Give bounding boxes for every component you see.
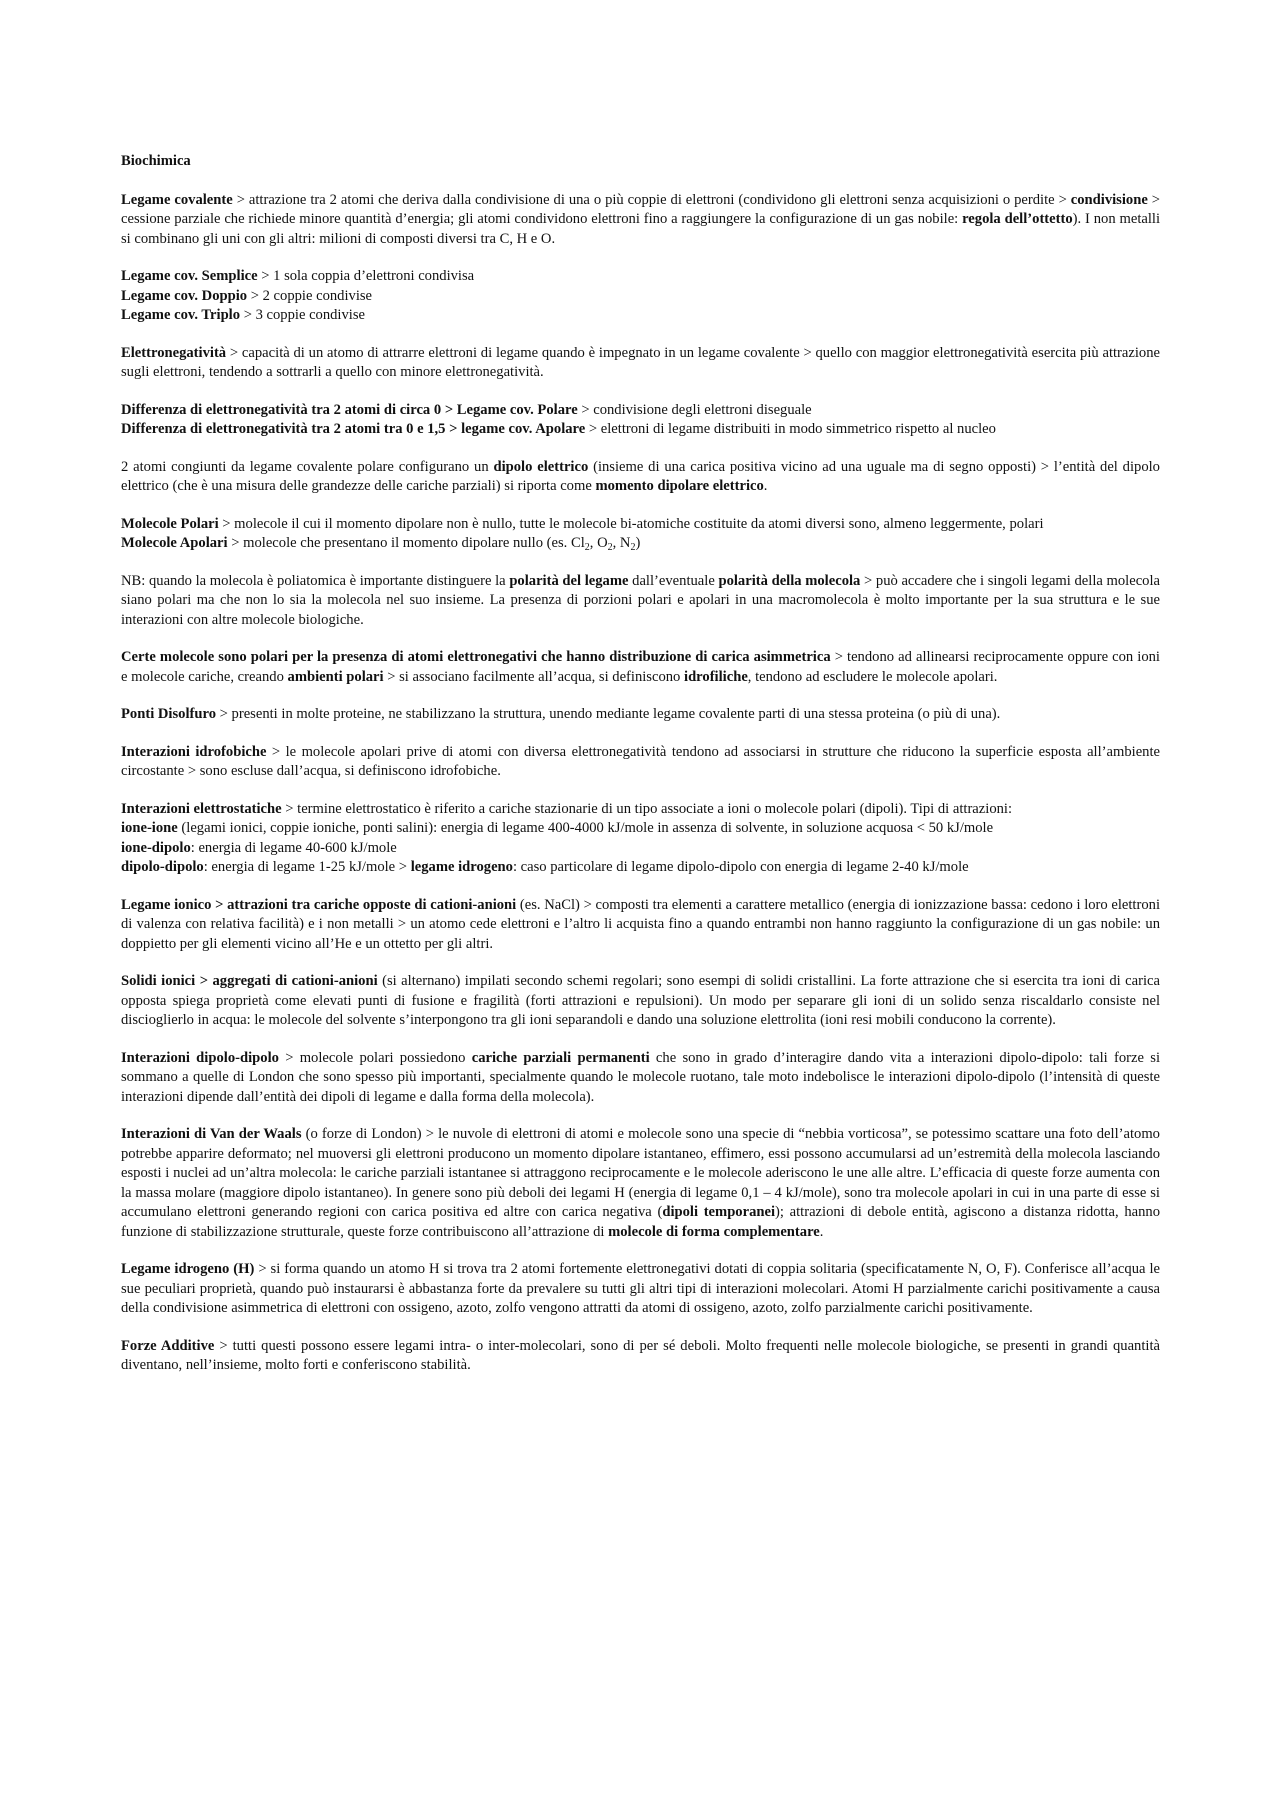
paragraph-interazioni-dipolo-dipolo: Interazioni dipolo-dipolo > molecole polari possiedono cariche parziali permanenti che sono in grado d’interagire dando vita a interazioni dipolo-dipolo: tali forze si sommano a quelle di London che sono spesso più importanti, specialmente quando le molecole ruotano, tale moto indebolisce le interazioni dipolo-dipolo (l’intensità di queste interazioni dipende dall’entità dei dipoli di legame e dalla forma della molecola). — [121, 1049, 1160, 1105]
bond-type-line: Legame cov. Doppio > 2 coppie condivise — [121, 287, 373, 304]
paragraph-legame-covalente: Legame covalente > attrazione tra 2 atomi che deriva dalla condivisione di una o più coppie di elettroni (condividono gli elettroni senza acquisizioni o perdite > condivisione > cessione parziale che richiede minore quantità d’energia; gli atomi condividono elettroni fino a raggiungere la configurazione di un gas nobile: regola dell’ottetto). I non metalli si combinano gli uni con gli altri: milioni di composti diversi tra C, H e O. — [121, 191, 1161, 247]
paragraph-forze-additive: Forze Additive > tutti questi possono essere legami intra- o inter-molecolari, sono di per sé deboli. Molto frequenti nelle molecole biologiche, se presenti in grandi quantità diventano, nell’insieme, molto forti e conferiscono stabilità. — [121, 1337, 1160, 1373]
paragraph-bond-types — [121, 267, 1160, 326]
paragraph-interazioni-elettrostatiche: Interazioni elettrostatiche > termine elettrostatico è riferito a cariche stazionarie di un tipo associate a ioni o molecole polari (dipoli). Tipi di attrazioni: ione-ione (legami ionici, coppie ioniche, ponti salini): energia di legame 400-4000 kJ/mole in assenza di solvente, in soluzione acquosa < 50 kJ/mole ione-dipolo: energia di legame 40-600 kJ/mole dipolo-dipolo: energia di legame 1-25 kJ/mole > legame idrogeno: caso particolare di legame dipolo-dipolo con energia di legame 2-40 kJ/mole — [121, 800, 1013, 875]
paragraph-nb-polarita: NB: quando la molecola è poliatomica è importante distinguere la polarità del legame dall’eventuale polarità della molecola > può accadere che i singoli legami della molecola siano polari ma che non lo sia la molecola nel suo insieme. La presenza di porzioni polari e apolari in una macromolecola è molto importante per la sua struttura e le sue interazioni con altre molecole biologiche. — [121, 572, 1160, 628]
paragraph-ponti-disolfuro: Ponti Disolfuro > presenti in molte proteine, ne stabilizzano la struttura, unendo mediante legame covalente parti di una stessa proteina (o più di una). — [121, 706, 1001, 722]
bond-type-line: Legame cov. Triplo > 3 coppie condivise — [121, 307, 365, 323]
paragraph-dipolo-elettrico: 2 atomi congiunti da legame covalente polare configurano un dipolo elettrico (insieme di una carica positiva vicino ad una uguale ma di segno opposti) > l’entità del dipolo elettrico (che è una misura delle grandezze delle cariche parziali) si riporta come momento dipolare elettrico. — [121, 458, 1160, 494]
paragraph-legame-idrogeno: Legame idrogeno (H) > si forma quando un atomo H si trova tra 2 atomi fortemente elettronegativi dotati di coppia solitaria (specificatamente N, O, F). Conferisce all’acqua le sue peculiari proprietà, quando può instaurarsi è abbastanza forte da prevalere su tutti gli altri tipi di interazioni molecolari. Atomi H parzialmente carichi positivamente a causa della condivisione asimmetrica di elettroni con ossigeno, azoto, zolfo vengono attratti da atomi di ossigeno, azoto, zolfo parzialmente carichi positivamente. — [121, 1261, 1160, 1316]
paragraph-differenza-elettronegativita: Differenza di elettronegatività tra 2 atomi di circa 0 > Legame cov. Polare > condivisione degli elettroni diseguale Differenza di elettronegatività tra 2 atomi tra 0 e 1,5 > legame cov. Apolare > elettroni di legame distribuiti in modo simmetrico rispetto al nucleo — [121, 401, 996, 437]
document-title: Biochimica — [121, 153, 191, 169]
paragraph-solidi-ionici: Solidi ionici > aggregati di cationi-anioni (si alternano) impilati secondo schemi regolari; sono esempi di solidi cristallini. La forte attrazione che si esercita tra ioni di carica opposta spiega proprietà come elevati punti di fusione e fragilità (forti attrazioni e repulsioni). Un modo per separare gli ioni di un solido senza riscaldarlo consiste nel discioglierlo in acqua: le molecole del solvente s’interpongono tra gli ioni separandoli e dando una soluzione elettrolita (ioni resi mobili conducono la corrente). — [121, 973, 1160, 1028]
paragraph-molecole-polari-idrofiliche: Certe molecole sono polari per la presenza di atomi elettronegativi che hanno distribuzione di carica asimmetrica > tendono ad allinearsi reciprocamente oppure con ioni e molecole cariche, creando ambienti polari > si associano facilmente all’acqua, si definiscono idrofiliche, tendono ad escludere le molecole apolari. — [121, 649, 1160, 685]
paragraph-van-der-waals: Interazioni di Van der Waals (o forze di London) > le nuvole di elettroni di atomi e molecole sono una specie di “nebbia vorticosa”, se potessimo scattare una foto dell’atomo potrebbe apparire deformato; nel muoversi gli elettroni producono un momento dipolare istantaneo, effimero, essi possono accumularsi ad un’estremità della molecola lasciando esposti i nuclei ad un’altra molecola: le cariche parziali istantanee si attraggono reciprocamente e le molecole aderiscono le une alle altre. L’efficacia di queste forze aumenta con la massa molare (maggiore dipolo istantaneo). In genere sono più deboli dei legami H (energia di legame 0,1 – 4 kJ/mole), sono tra molecole apolari in cui in una parte di esse si accumulano elettroni generando regioni con carica positiva ed altre con carica negativa (dipoli temporanei); attrazioni di debole entità, agiscono a distanza ridotta, hanno funzione di stabilizzazione strutturale, queste forze contribuiscono all’attrazione di molecole di forma complementare. — [121, 1126, 1161, 1240]
paragraph-interazioni-idrofobiche: Interazioni idrofobiche > le molecole apolari prive di atomi con diversa elettronegatività tendono ad associarsi in strutture che riducono la superficie esposta all’ambiente circostante > sono escluse dall’acqua, si definiscono idrofobiche. — [121, 743, 1160, 779]
paragraph-elettronegativita: Elettronegatività > capacità di un atomo di attrarre elettroni di legame quando è impegnato in un legame covalente > quello con maggior elettronegatività esercita più attrazione sugli elettroni, tendendo a sottrarli a quello con minore elettronegatività. — [121, 344, 1160, 380]
bond-type-line: Legame cov. Semplice > 1 sola coppia d’elettroni condivisa — [121, 268, 475, 284]
paragraph-molecole-polari-apolari: Molecole Polari > molecole il cui il momento dipolare non è nullo, tutte le molecole bi-atomiche costituite da atomi diversi sono, almeno leggermente, polari Molecole Apolari > molecole che presentano il momento dipolare nullo (es. $Cl_2$, $O_2$, $N_2$) — [121, 515, 1044, 553]
paragraph-legame-ionico: Legame ionico > attrazioni tra cariche opposte di cationi-anioni (es. NaCl) > composti tra elementi a carattere metallico (energia di ionizzazione bassa: cedono i loro elettroni di valenza con relativa facilità) e i non metalli > un atomo cede elettroni e l’altro li acquista fino a quando entrambi non hanno raggiunto la configurazione di un gas nobile: un doppietto per gli elementi vicino all’He e un ottetto per gli altri. — [121, 896, 1160, 952]
